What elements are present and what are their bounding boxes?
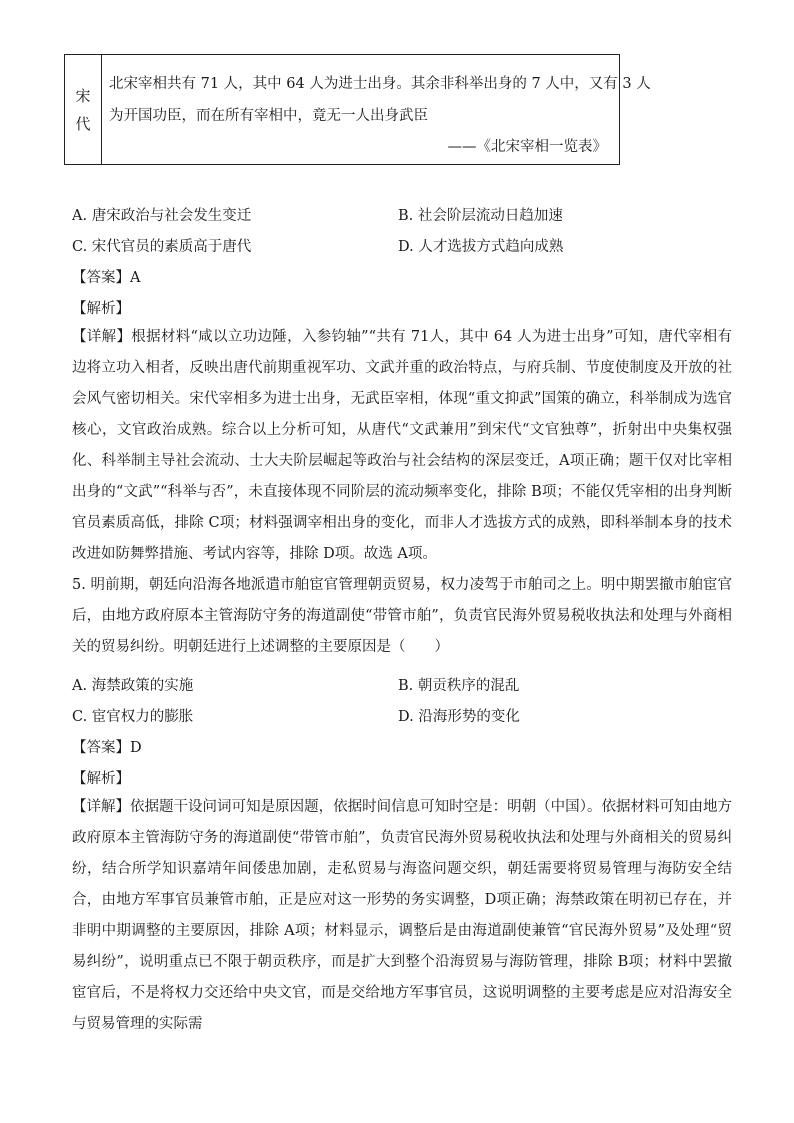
q5-stem: 5. 明前期，朝廷向沿海各地派遣市舶宦官管理朝贡贸易，权力凌驾于市舶司之上。明中期罢撤市舶宦官后，由地方政府原本主管海防守务的海道副使“带管市舶”，负责官民海外贸易税收执法和处理与外商相关的贸易纠纷。明朝廷进行上述调整的主要原因是（ ）	[72, 577, 732, 655]
q5-option-a: A. 海禁政策的实施	[72, 678, 194, 694]
era-char-2: 代	[75, 114, 91, 133]
q4-option-d: D. 人才选拔方式趋向成熟	[398, 239, 564, 255]
era-cell	[65, 55, 102, 164]
q4-option-a: A. 唐宋政治与社会发生变迁	[72, 208, 252, 224]
song-material-table	[64, 54, 651, 165]
q4-detail: 【详解】根据材料“咸以立功边陲，入参钧轴”“共有 71人，其中 64 人为进士出身”可知，唐代宰相有边将立功入相者，反映出唐代前期重视军功、文武并重的政治特点，与府兵制、节度使制度及开放的社会风气密切相关。宋代宰相多为进士出身，无武臣宰相，体现“重文抑武”国策的确立，科举制成为选官核心，文官政治成熟。综合以上分析可知，从唐代“文武兼用”到宋代“文官独尊”，折射出中央集权强化、科举制主导社会流动、士大夫阶层崛起等政治与社会结构的深层变迁，A项正确；题干仅对比宰相出身的“文武”“科举与否”，未直接体现不同阶层的流动频率变化，排除 B项；不能仅凭宰相的出身判断官员素质高低，排除 C项；材料强调宰相出身的变化，而非人才选拔方式的成熟，即科举制本身的技术改进如防舞弊措施、考试内容等，排除 D项。故选 A项。	[72, 329, 732, 562]
q5-option-b: B. 朝贡秩序的混乱	[398, 678, 520, 694]
q5-option-c: C. 宦官权力的膨胀	[72, 709, 194, 725]
q5-option-d: D. 沿海形势的变化	[398, 709, 520, 725]
q5-analysis-label: 【解析】	[72, 771, 130, 787]
q5-answer: 【答案】D	[72, 740, 142, 756]
material-cell	[102, 55, 651, 164]
q4-option-b: B. 社会阶层流动日趋加速	[398, 208, 563, 224]
q5-detail: 【详解】依据题干设问词可知是原因题，依据时间信息可知时空是：明朝（中国）。依据材料可知由地方政府原本主管海防守务的海道副使“带管市舶”，负责官民海外贸易税收执法和处理与外商相关的贸易纠纷，结合所学知识嘉靖年间倭患加剧，走私贸易与海盗问题交织，朝廷需要将贸易管理与海防安全结合，由地方军事官员兼管市舶，正是应对这一形势的务实调整，D项正确；海禁政策在明初已存在，并非明中期调整的主要原因，排除 A项；材料显示，调整后是由海道副使兼管“官民海外贸易”及处理“贸易纠纷”，说明重点已不限于朝贡秩序，而是扩大到整个沿海贸易与海防管理，排除 B项；材料中罢撤宦官后，不是将权力交还给中央文官，而是交给地方军事官员，这说明调整的主要考虑是应对沿海安全与贸易管理的实际需	[72, 799, 732, 1032]
q4-option-c: C. 宋代官员的素质高于唐代	[72, 239, 252, 255]
q4-analysis-label: 【解析】	[72, 301, 130, 317]
material-source: ——《北宋宰相一览表》	[447, 139, 607, 155]
material-line-2: 为开国功臣，而在所有宰相中，竟无一人出身武臣	[109, 108, 428, 124]
q4-answer: 【答案】A	[72, 270, 141, 286]
material-line-1: 北宋宰相共有 71 人，其中 64 人为进士出身。其余非科举出身的 7 人中，又有 3 人	[109, 76, 651, 92]
era-char-1: 宋	[75, 86, 91, 105]
